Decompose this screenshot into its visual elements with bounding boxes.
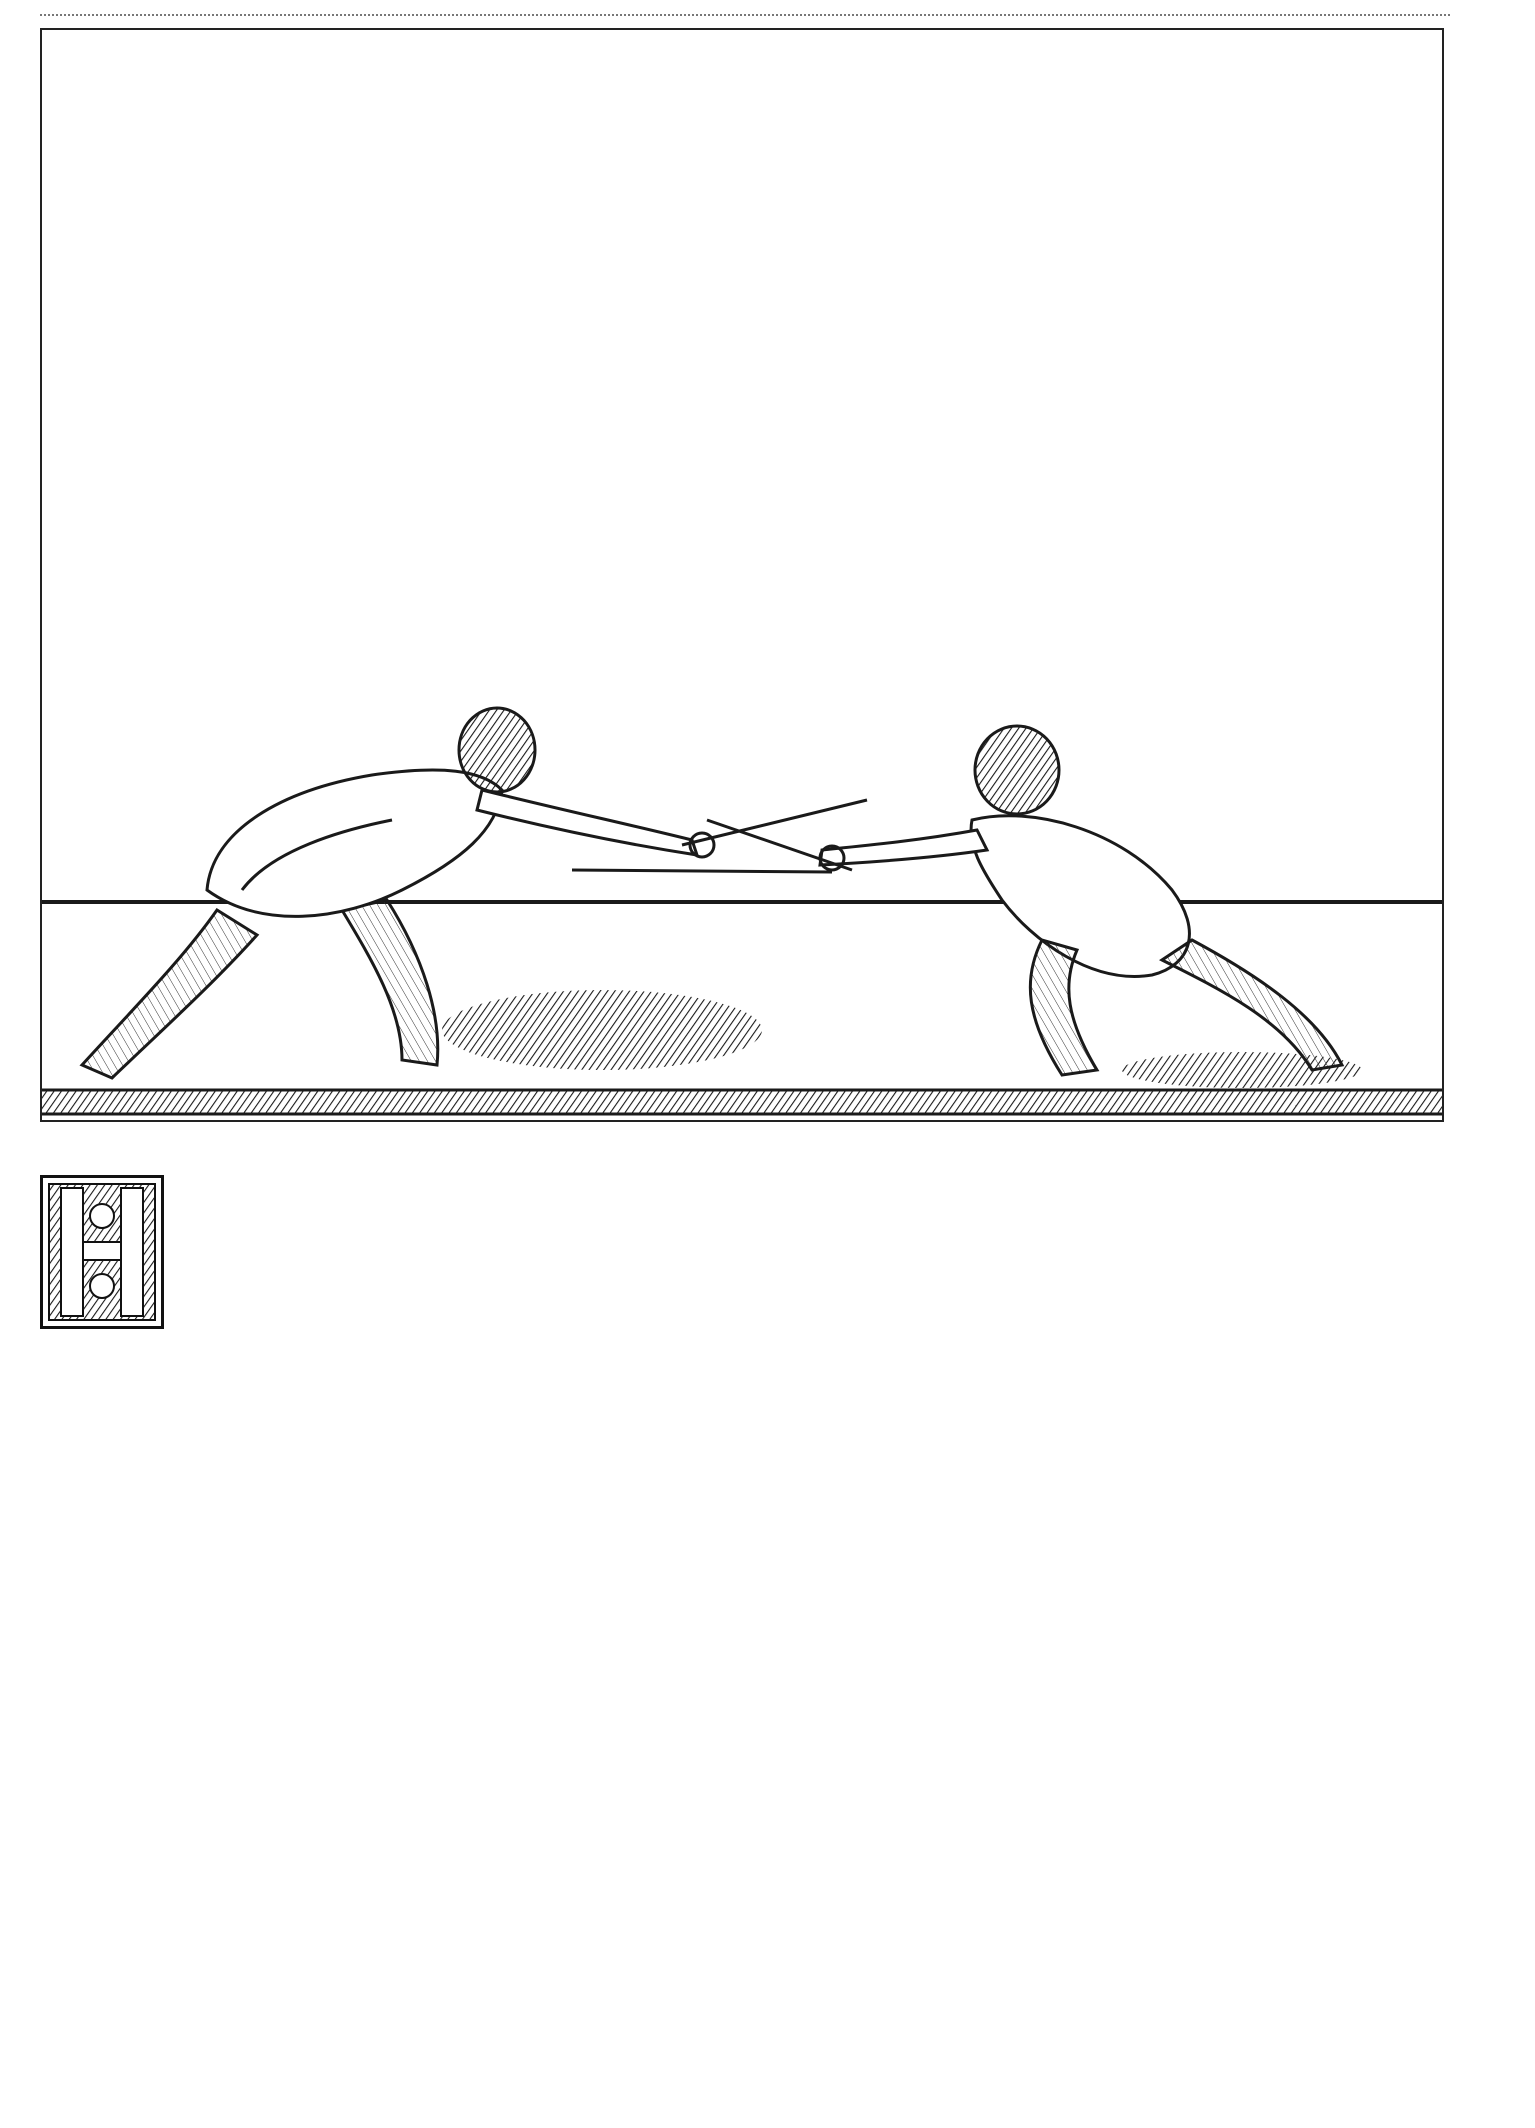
body-text bbox=[40, 1165, 1460, 1225]
decorated-initial bbox=[40, 1175, 164, 1329]
illustration-plate bbox=[40, 28, 1444, 1122]
page-footer bbox=[40, 2080, 1480, 2124]
page-top-rule bbox=[40, 14, 1450, 16]
cast-shadow-left bbox=[442, 990, 762, 1070]
fencing-engraving bbox=[42, 30, 1442, 1120]
ornament-icon bbox=[43, 1178, 161, 1326]
initial-letter bbox=[40, 1165, 41, 1166]
